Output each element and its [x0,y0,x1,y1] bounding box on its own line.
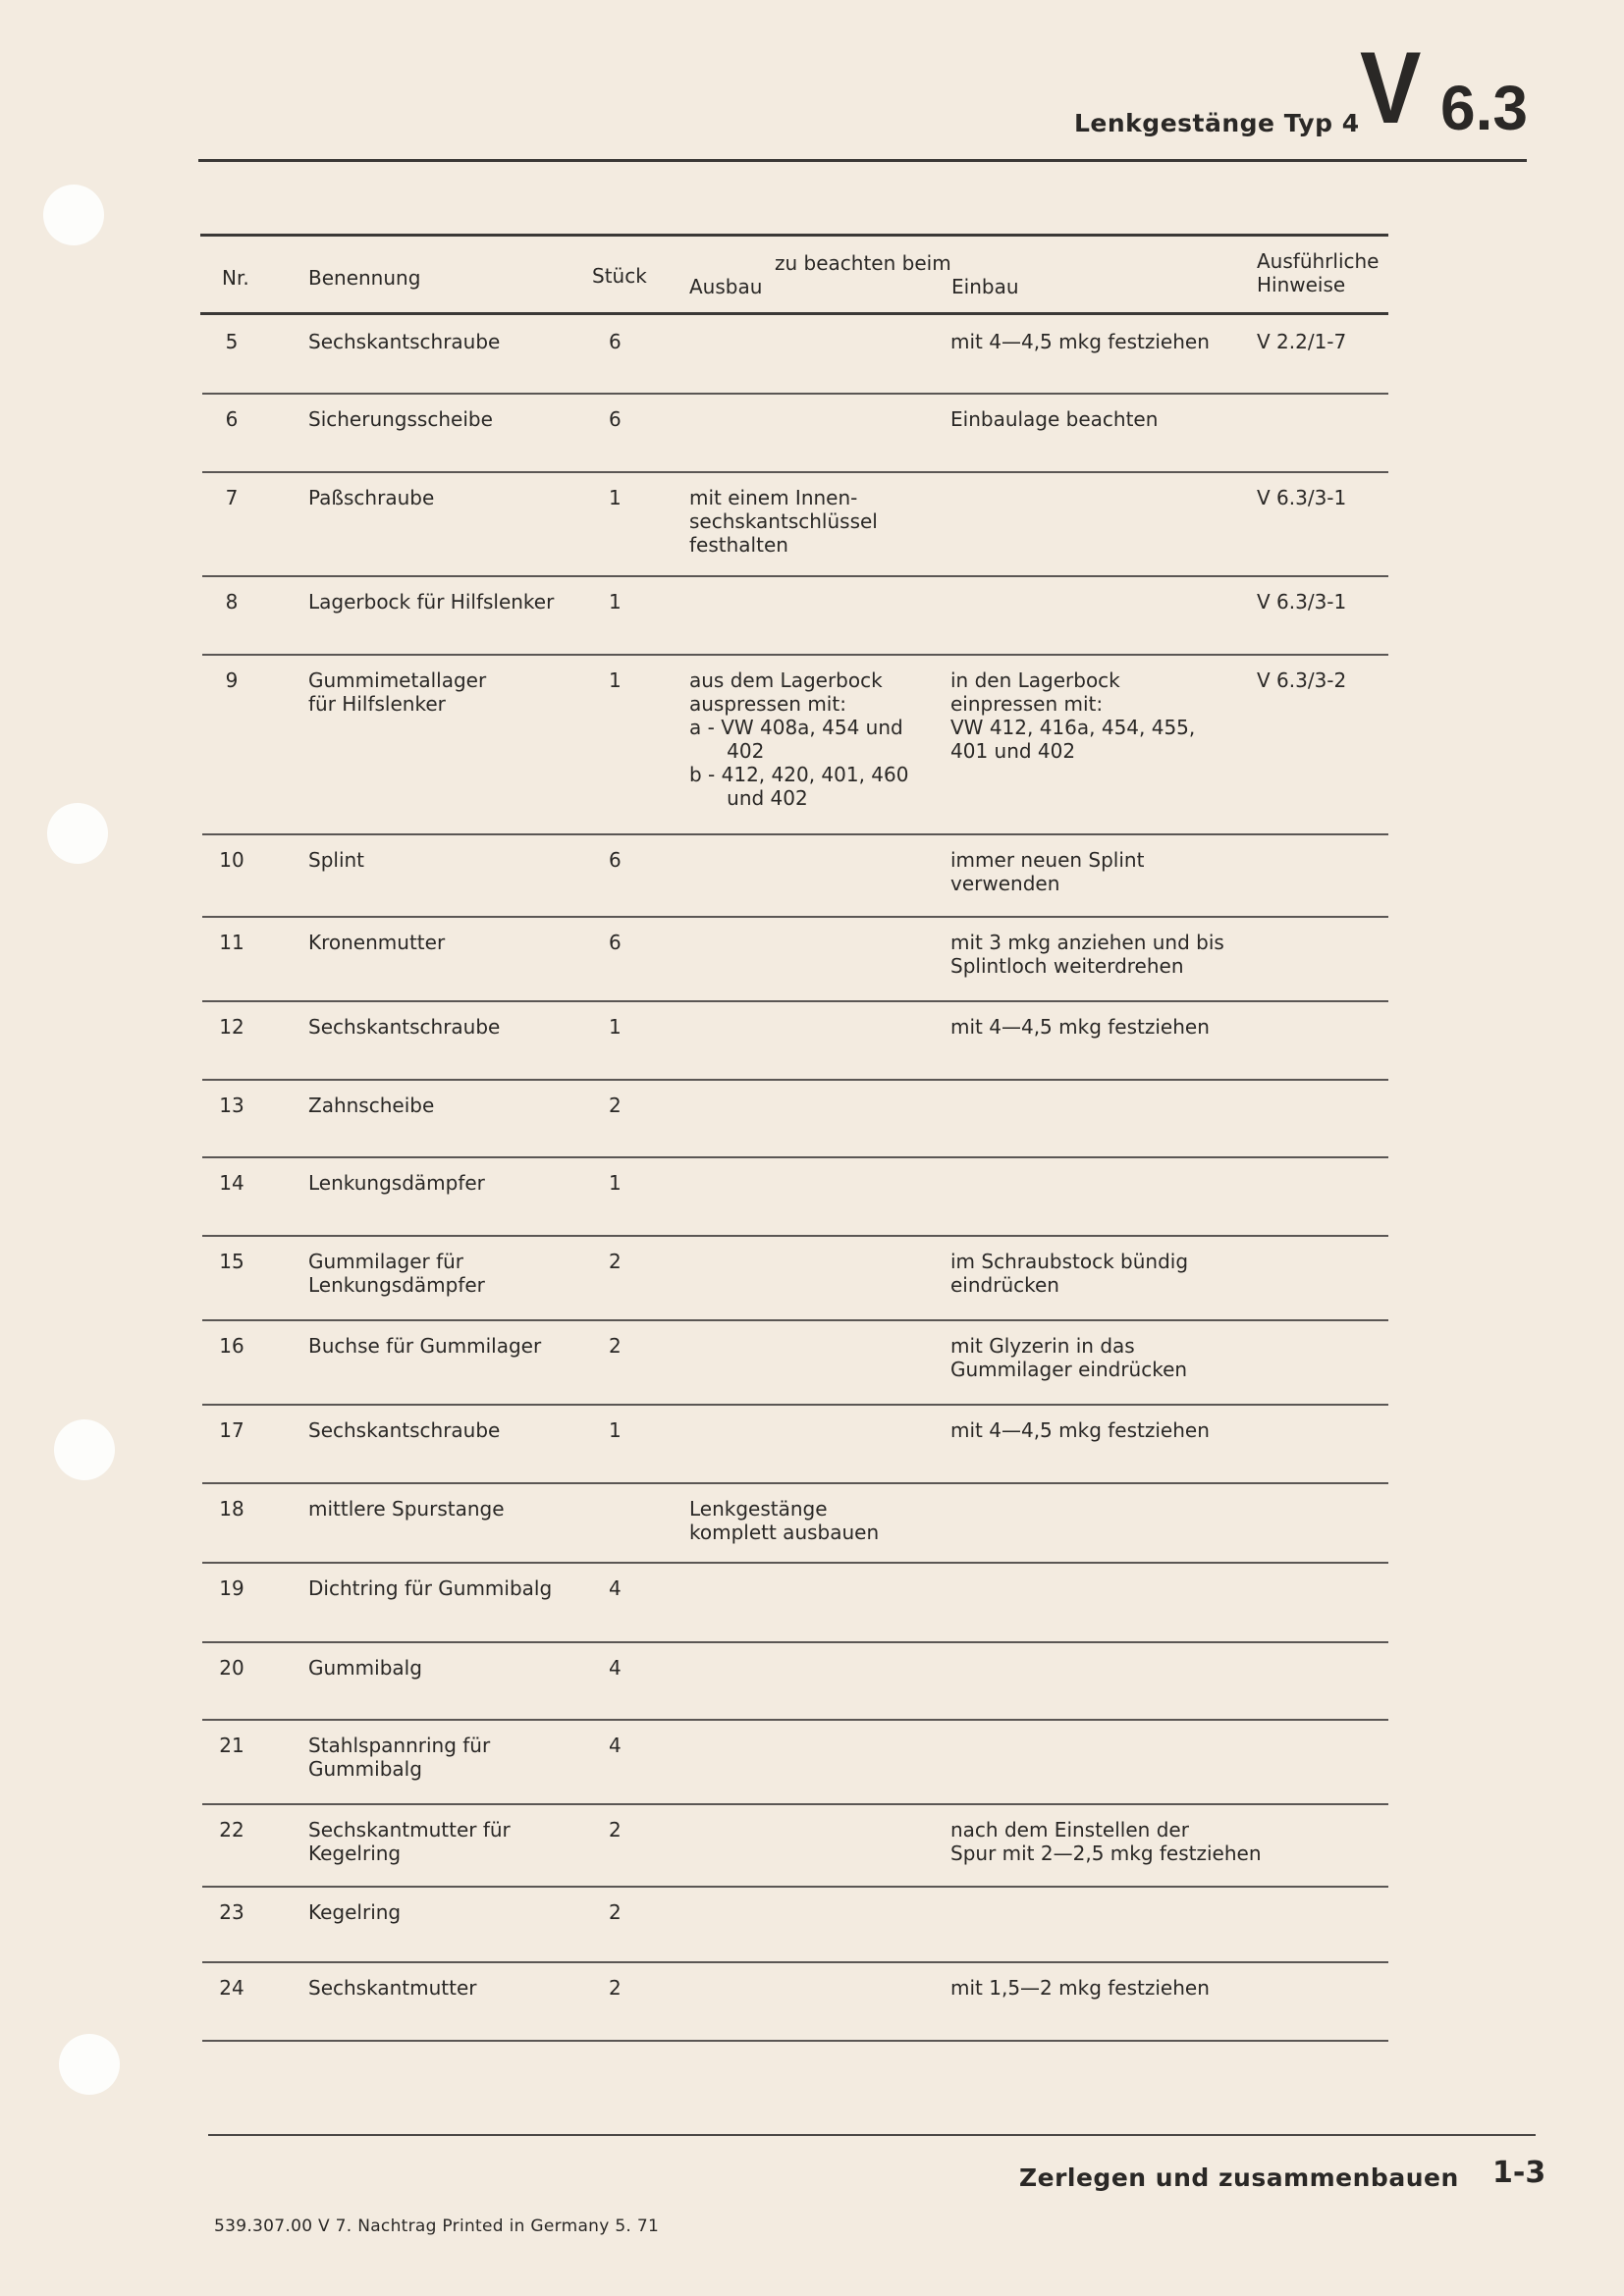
cell-benennung: Lenkungsdämpfer [308,1171,485,1195]
table-row [202,473,1388,577]
column-header-hinweise: Ausführliche Hinweise [1257,249,1380,296]
table-row [202,1564,1388,1643]
print-line: 539.307.00 V 7. Nachtrag Printed in Germany 5. 71 [214,2216,660,2236]
cell-stueck: 4 [609,1576,622,1600]
table-row [202,317,1388,395]
cell-nr: 16 [219,1334,244,1358]
column-header-einbau: Einbau [951,275,1019,298]
cell-stueck: 1 [609,1015,622,1039]
punch-hole [59,2034,120,2095]
column-header-zu-beachten: zu beachten beim [775,251,951,275]
table-row [202,1406,1388,1484]
cell-stueck: 2 [609,1976,622,2000]
cell-stueck: 2 [609,1900,622,1924]
cell-benennung: Kegelring [308,1900,402,1924]
cell-nr: 11 [219,931,244,954]
cell-ausbau: mit einem Innen- sechskantschlüssel festhalten [689,486,878,557]
table-row [202,395,1388,473]
cell-stueck: 6 [609,407,622,431]
cell-benennung: Buchse für Gummilager [308,1334,542,1358]
cell-benennung: Gummilager für Lenkungsdämpfer [308,1250,485,1297]
page-title: Lenkgestänge Typ 4 [1074,109,1360,137]
cell-nr: 15 [219,1250,244,1273]
cell-einbau: mit 4—4,5 mkg festziehen [950,1015,1210,1039]
column-header-ausbau: Ausbau [689,275,763,298]
table-row [202,1158,1388,1237]
cell-nr: 24 [219,1976,244,2000]
cell-stueck: 6 [609,330,622,353]
cell-hinweise: V 6.3/3-1 [1257,486,1347,509]
cell-einbau: nach dem Einstellen der Spur mit 2—2,5 mkg festziehen [950,1818,1262,1865]
cell-einbau: mit 4—4,5 mkg festziehen [950,330,1210,353]
cell-benennung: Sechskantschraube [308,330,501,353]
cell-benennung: Gummimetallager für Hilfslenker [308,668,487,716]
cell-einbau: mit 4—4,5 mkg festziehen [950,1418,1210,1442]
footer-rule [208,2134,1536,2136]
cell-nr: 7 [225,486,239,509]
cell-nr: 17 [219,1418,244,1442]
cell-stueck: 1 [609,486,622,509]
cell-einbau: mit 3 mkg anziehen und bis Splintloch weiterdrehen [950,931,1224,978]
cell-benennung: Gummibalg [308,1656,422,1680]
table-row [202,918,1388,1002]
cell-nr: 22 [219,1818,244,1842]
cell-nr: 8 [225,590,239,614]
cell-benennung: Stahlspannring für Gummibalg [308,1734,491,1781]
cell-stueck: 1 [609,1171,622,1195]
cell-benennung: Sechskantmutter [308,1976,477,2000]
cell-stueck: 4 [609,1734,622,1757]
column-header-stueck: Stück [592,264,647,288]
cell-einbau: in den Lagerbock einpressen mit: VW 412, 416a, 454, 455, 401 und 402 [950,668,1196,763]
punch-hole [54,1419,115,1480]
footer-title: Zerlegen und zusammenbauen [1019,2163,1459,2192]
table-row [202,1002,1388,1081]
table-row [202,835,1388,918]
cell-stueck: 1 [609,668,622,692]
cell-stueck: 4 [609,1656,622,1680]
table-row [202,1888,1388,1963]
header-rule [198,159,1527,162]
cell-benennung: Sechskantschraube [308,1418,501,1442]
table-row [202,1081,1388,1158]
cell-stueck: 1 [609,1418,622,1442]
table-row [202,1484,1388,1564]
cell-einbau: Einbaulage beachten [950,407,1159,431]
cell-nr: 6 [225,407,239,431]
parts-table [202,317,1388,2042]
cell-benennung: mittlere Spurstange [308,1497,505,1521]
cell-nr: 12 [219,1015,244,1039]
cell-benennung: Sechskantmutter für Kegelring [308,1818,511,1865]
column-header-nr: Nr. [222,266,249,290]
cell-einbau: mit 1,5—2 mkg festziehen [950,1976,1210,2000]
table-row [202,577,1388,656]
table-row [202,1963,1388,2042]
table-row [202,1643,1388,1721]
cell-nr: 10 [219,848,244,872]
cell-benennung: Kronenmutter [308,931,446,954]
cell-stueck: 2 [609,1818,622,1842]
cell-benennung: Sechskantschraube [308,1015,501,1039]
cell-nr: 18 [219,1497,244,1521]
table-row [202,1721,1388,1805]
cell-stueck: 6 [609,848,622,872]
cell-nr: 9 [225,668,239,692]
cell-nr: 14 [219,1171,244,1195]
table-top-rule [200,234,1388,237]
cell-einbau: im Schraubstock bündig eindrücken [950,1250,1189,1297]
cell-nr: 21 [219,1734,244,1757]
cell-benennung: Zahnscheibe [308,1094,435,1117]
cell-nr: 23 [219,1900,244,1924]
cell-benennung: Lagerbock für Hilfslenker [308,590,555,614]
page-number: 1-3 [1492,2156,1546,2190]
cell-stueck: 2 [609,1094,622,1117]
cell-benennung: Sicherungsscheibe [308,407,493,431]
cell-nr: 5 [225,330,239,353]
column-header-benennung: Benennung [308,266,421,290]
cell-benennung: Paßschraube [308,486,435,509]
punch-hole [43,185,104,245]
cell-einbau: mit Glyzerin in das Gummilager eindrücken [950,1334,1188,1381]
cell-hinweise: V 2.2/1-7 [1257,330,1347,353]
cell-nr: 20 [219,1656,244,1680]
cell-stueck: 2 [609,1250,622,1273]
table-header-rule [200,312,1388,315]
table-row [202,1321,1388,1406]
cell-hinweise: V 6.3/3-1 [1257,590,1347,614]
cell-stueck: 2 [609,1334,622,1358]
cell-hinweise: V 6.3/3-2 [1257,668,1347,692]
cell-nr: 19 [219,1576,244,1600]
cell-benennung: Splint [308,848,365,872]
punch-hole [47,803,108,864]
section-number: 6.3 [1440,73,1528,143]
section-letter: V [1360,31,1422,145]
table-row [202,1237,1388,1321]
table-row [202,1805,1388,1888]
cell-einbau: immer neuen Splint verwenden [950,848,1145,895]
cell-benennung: Dichtring für Gummibalg [308,1576,553,1600]
table-row [202,656,1388,835]
cell-stueck: 6 [609,931,622,954]
cell-ausbau: aus dem Lagerbock auspressen mit: a - VW 408a, 454 und 402 b - 412, 420, 401, 460 und 402 [689,668,909,810]
cell-ausbau: Lenkgestänge komplett ausbauen [689,1497,880,1544]
cell-stueck: 1 [609,590,622,614]
cell-nr: 13 [219,1094,244,1117]
